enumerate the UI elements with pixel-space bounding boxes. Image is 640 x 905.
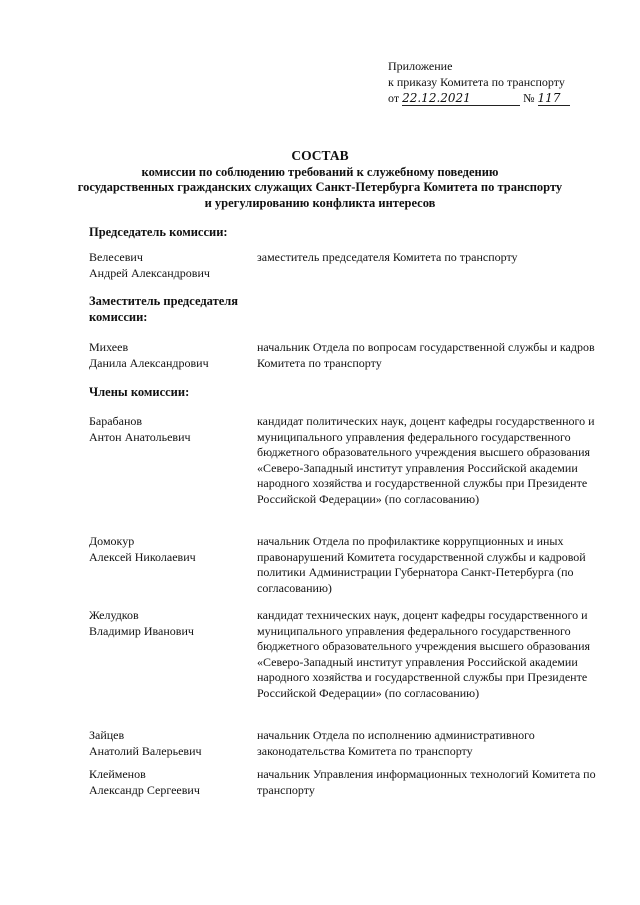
appendix-order-reference: к приказу Комитета по транспорту: [388, 75, 565, 89]
member-given-name: Александр Сергеевич: [89, 782, 200, 797]
section-chair-heading: Председатель комиссии:: [89, 225, 228, 239]
member-name: [89, 728, 249, 759]
title-line-3: и урегулированию конфликта интересов: [204, 195, 436, 210]
appendix-block: [388, 58, 570, 106]
member-name: [89, 414, 249, 445]
member-role: кандидат технических наук, доцент кафедры государственного и муниципального управления федерального государственного бюджетного образовательного учреждения высшего образования «Северо-Западный институт управления Российской академии народного хозяйства и государственной службы при Президенте Российской Федерации» (по согласованию): [257, 608, 591, 700]
date-prefix: от: [388, 91, 400, 105]
member-name: [89, 608, 249, 639]
member-surname: Клейменов: [89, 767, 146, 781]
member-role: начальник Отдела по исполнению административного законодательства Комитета по транспорту: [257, 728, 535, 758]
section-members-heading: Члены комиссии:: [89, 385, 190, 399]
handwritten-date: 22.12.2021: [402, 92, 520, 106]
member-surname: Михеев: [89, 340, 129, 354]
handwritten-number: 117: [538, 92, 570, 106]
member-given-name: Анатолий Валерьевич: [89, 743, 202, 758]
section-deputy-heading: Заместитель председателя комиссии:: [89, 294, 239, 324]
title-heading: СОСТАВ: [291, 148, 349, 163]
member-role: заместитель председателя Комитета по транспорту: [257, 250, 518, 264]
member-given-name: Алексей Николаевич: [89, 549, 196, 564]
member-role: начальник Управления информационных технологий Комитета по транспорту: [257, 767, 596, 797]
member-role: кандидат политических наук, доцент кафедры государственного и муниципального управления федерального государственного бюджетного образовательного учреждения высшего образования «Северо-Западный институт управления Российской академии народного хозяйства и государственной службы при Президенте Российской Федерации» (по согласованию): [257, 414, 595, 506]
member-role: начальник Отдела по вопросам государственной службы и кадров Комитета по транспорту: [257, 340, 595, 370]
number-prefix: №: [523, 91, 535, 105]
member-name: [89, 250, 249, 281]
member-surname: Зайцев: [89, 728, 125, 742]
member-name: [89, 534, 249, 565]
member-given-name: Андрей Александрович: [89, 265, 210, 280]
member-given-name: Владимир Иванович: [89, 623, 194, 638]
member-given-name: Данила Александрович: [89, 355, 209, 370]
title-line-1: комиссии по соблюдению требований к служебному поведению: [141, 164, 499, 179]
appendix-label: Приложение: [388, 59, 453, 73]
member-surname: Барабанов: [89, 414, 143, 428]
member-surname: Велесевич: [89, 250, 143, 264]
member-surname: Домокур: [89, 534, 135, 548]
appendix-date-line: [388, 90, 570, 106]
member-role: начальник Отдела по профилактике коррупционных и иных правонарушений Комитета государственной службы и кадровой политики Администрации Губернатора Санкт-Петербурга (по согласованию): [257, 534, 586, 595]
title-line-2: государственных гражданских служащих Санкт-Петербурга Комитета по транспорту: [77, 180, 563, 194]
member-given-name: Антон Анатольевич: [89, 429, 191, 444]
member-name: [89, 340, 249, 371]
member-surname: Желудков: [89, 608, 139, 622]
member-name: [89, 767, 249, 798]
document-title: [0, 148, 640, 211]
